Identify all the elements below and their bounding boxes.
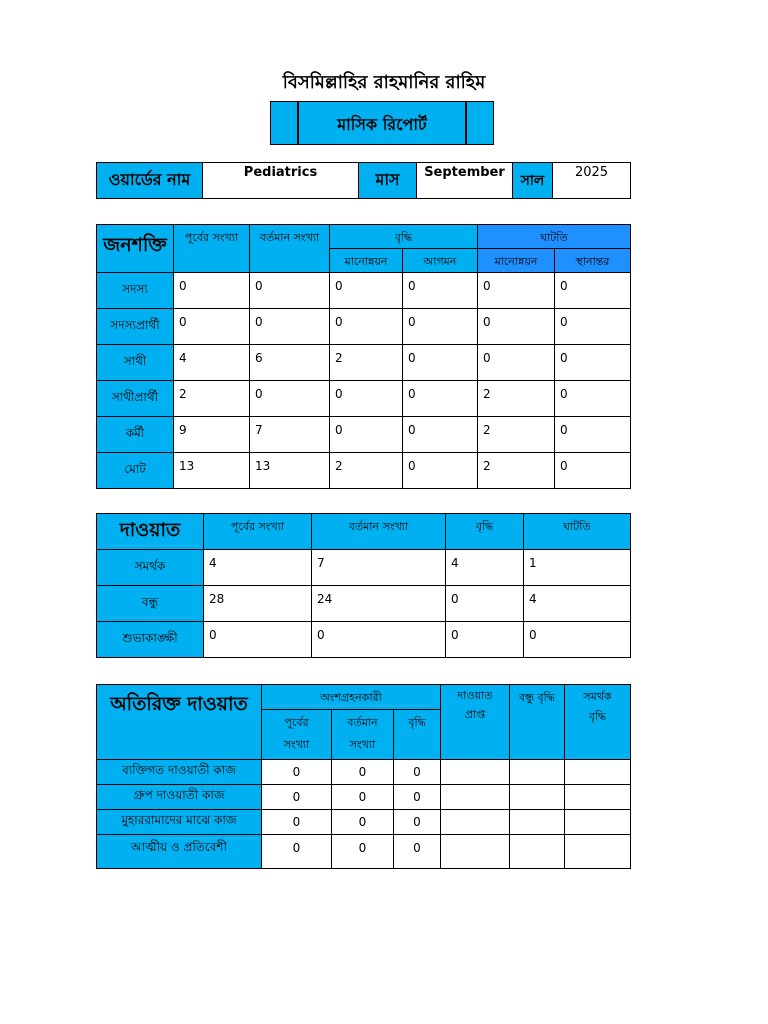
cell: 2 — [174, 381, 250, 417]
cell: 4 — [174, 345, 250, 381]
cell: 24 — [312, 586, 446, 622]
cell — [565, 785, 631, 810]
manpower-table — [96, 224, 631, 489]
cell: 0 — [262, 810, 332, 835]
cell: 0 — [555, 417, 631, 453]
report-title-box — [270, 101, 494, 145]
extra-col-participants: অংশগ্রহনকারী — [262, 685, 441, 710]
row-label: সাথীপ্রার্থী — [97, 381, 174, 417]
manpower-sub-transfer: স্থানান্তর — [555, 249, 631, 273]
cell: 0 — [262, 785, 332, 810]
cell: 6 — [250, 345, 330, 381]
manpower-sub-improve2: মানোন্নয়ন — [478, 249, 555, 273]
cell: 2 — [478, 453, 555, 489]
manpower-col-curr: বর্তমান সংখ্যা — [250, 225, 330, 273]
row-label: মোট — [97, 453, 174, 489]
ward-label: ওয়ার্ডের নাম — [97, 163, 203, 199]
table-row — [97, 622, 631, 658]
cell: 0 — [478, 345, 555, 381]
manpower-title: জনশক্তি — [97, 225, 174, 273]
table-row — [97, 345, 631, 381]
extra-sub-prev: পূর্বের সংখ্যা — [262, 710, 332, 760]
dawat-title: দাওয়াত — [97, 514, 204, 550]
table-row — [97, 453, 631, 489]
cell: 0 — [394, 835, 441, 869]
manpower-sub-improve: মানোন্নয়ন — [330, 249, 403, 273]
cell: 0 — [403, 453, 478, 489]
manpower-sub-arrival: আগমন — [403, 249, 478, 273]
cell — [565, 835, 631, 869]
row-label: সদস্য — [97, 273, 174, 309]
cell: 13 — [174, 453, 250, 489]
cell: 0 — [204, 622, 312, 658]
cell — [441, 835, 510, 869]
cell: 0 — [403, 417, 478, 453]
cell — [441, 785, 510, 810]
cell — [510, 810, 565, 835]
table-row — [97, 586, 631, 622]
extra-col-friend-inc: বন্ধু বৃদ্ধি — [510, 685, 565, 760]
table-row — [97, 417, 631, 453]
cell: 0 — [332, 835, 394, 869]
cell: 0 — [332, 760, 394, 785]
row-label: ব্যক্তিগত দাওয়াতী কাজ — [97, 760, 262, 785]
month-value: September — [417, 163, 513, 199]
cell: 0 — [394, 760, 441, 785]
row-label: গ্রুপ দাওয়াতী কাজ — [97, 785, 262, 810]
info-table — [96, 162, 631, 199]
extra-sub-curr: বর্তমান সংখ্যা — [332, 710, 394, 760]
dawat-col-increase: বৃদ্ধি — [446, 514, 524, 550]
dawat-col-curr: বর্তমান সংখ্যা — [312, 514, 446, 550]
month-label: মাস — [359, 163, 417, 199]
dawat-table — [96, 513, 631, 658]
cell: 0 — [555, 453, 631, 489]
cell: 2 — [478, 381, 555, 417]
bismillah-heading: বিসমিল্লাহির রাহমানির রাহিম — [282, 72, 486, 93]
table-row — [97, 760, 631, 785]
cell: 0 — [330, 381, 403, 417]
cell: 0 — [330, 417, 403, 453]
table-row — [97, 273, 631, 309]
cell: 0 — [555, 273, 631, 309]
cell: 0 — [174, 273, 250, 309]
year-value: 2025 — [553, 163, 631, 199]
cell: 0 — [312, 622, 446, 658]
cell: 0 — [524, 622, 631, 658]
ward-value: Pediatrics — [203, 163, 359, 199]
cell — [510, 785, 565, 810]
table-row — [97, 381, 631, 417]
cell — [565, 760, 631, 785]
cell: 0 — [555, 309, 631, 345]
extra-col-supporter-inc: সমর্থক বৃদ্ধি — [565, 685, 631, 760]
extra-dawat-table — [96, 684, 631, 869]
cell — [441, 760, 510, 785]
cell: 4 — [204, 550, 312, 586]
cell: 0 — [446, 586, 524, 622]
extra-sub-increase: বৃদ্ধি — [394, 710, 441, 760]
cell — [510, 760, 565, 785]
cell: 0 — [250, 273, 330, 309]
cell: 0 — [250, 381, 330, 417]
extra-title: অতিরিক্ত দাওয়াত — [97, 685, 262, 760]
report-title: মাসিক রিপোর্ট — [337, 115, 427, 134]
cell — [565, 810, 631, 835]
cell: 0 — [555, 345, 631, 381]
row-label: কর্মী — [97, 417, 174, 453]
cell: 2 — [478, 417, 555, 453]
cell: 9 — [174, 417, 250, 453]
cell: 4 — [524, 586, 631, 622]
manpower-col-prev: পূর্বের সংখ্যা — [174, 225, 250, 273]
cell: 2 — [330, 345, 403, 381]
row-label: মুহাররামাদের মাঝে কাজ — [97, 810, 262, 835]
row-label: আত্মীয় ও প্রতিবেশী — [97, 835, 262, 869]
cell: 4 — [446, 550, 524, 586]
cell: 0 — [446, 622, 524, 658]
row-label: সদস্যপ্রার্থী — [97, 309, 174, 345]
cell: 0 — [478, 309, 555, 345]
cell: 0 — [262, 835, 332, 869]
dawat-col-prev: পূর্বের সংখ্যা — [204, 514, 312, 550]
cell: 0 — [555, 381, 631, 417]
cell: 13 — [250, 453, 330, 489]
cell: 0 — [330, 273, 403, 309]
cell: 0 — [403, 381, 478, 417]
row-label: সমর্থক — [97, 550, 204, 586]
cell: 0 — [478, 273, 555, 309]
cell: 0 — [332, 785, 394, 810]
extra-col-received: দাওয়াত প্রাপ্ত — [441, 685, 510, 760]
table-row — [97, 835, 631, 869]
cell — [441, 810, 510, 835]
cell: 7 — [312, 550, 446, 586]
table-row — [97, 309, 631, 345]
cell: 0 — [250, 309, 330, 345]
cell: 0 — [403, 273, 478, 309]
cell: 7 — [250, 417, 330, 453]
cell: 0 — [332, 810, 394, 835]
table-row — [97, 810, 631, 835]
cell: 2 — [330, 453, 403, 489]
table-row — [97, 550, 631, 586]
dawat-col-decrease: ঘাটতি — [524, 514, 631, 550]
manpower-col-increase: বৃদ্ধি — [330, 225, 478, 249]
cell: 0 — [262, 760, 332, 785]
cell: 0 — [174, 309, 250, 345]
manpower-col-decrease: ঘাটতি — [478, 225, 631, 249]
cell: 0 — [394, 785, 441, 810]
cell: 0 — [403, 309, 478, 345]
year-label: সাল — [513, 163, 553, 199]
cell — [510, 835, 565, 869]
cell: 0 — [394, 810, 441, 835]
cell: 1 — [524, 550, 631, 586]
row-label: শুভাকাঙ্ক্ষী — [97, 622, 204, 658]
row-label: সাথী — [97, 345, 174, 381]
cell: 0 — [403, 345, 478, 381]
cell: 28 — [204, 586, 312, 622]
row-label: বন্ধু — [97, 586, 204, 622]
table-row — [97, 785, 631, 810]
cell: 0 — [330, 309, 403, 345]
